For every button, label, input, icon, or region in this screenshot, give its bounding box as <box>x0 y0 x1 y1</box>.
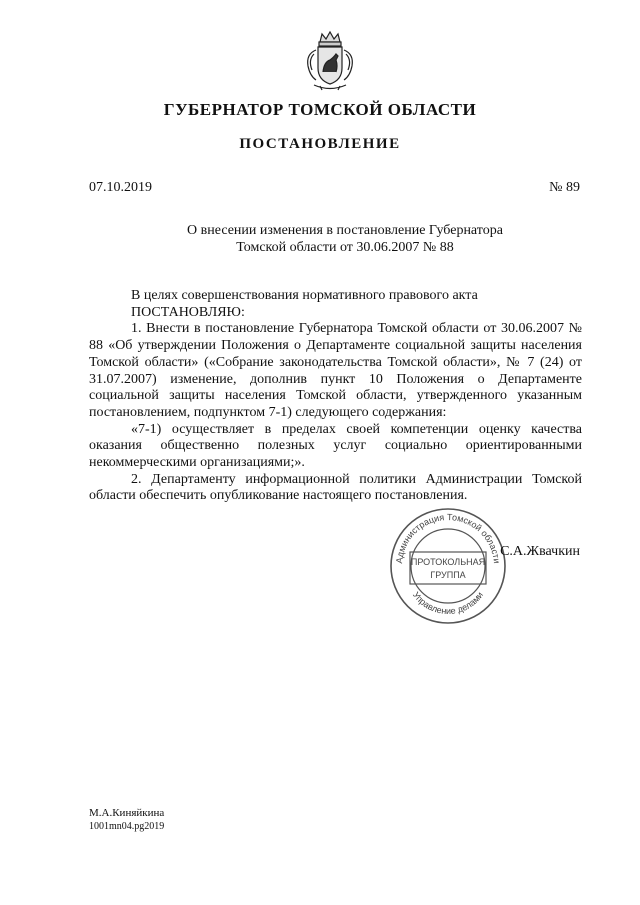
stamp-ring-bottom-text: Управление делами <box>410 589 486 617</box>
preamble-paragraph: В целях совершенствования нормативного правового акта <box>131 288 478 303</box>
coat-of-arms-icon <box>300 30 360 92</box>
stamp-center-line-1: ПРОТОКОЛЬНАЯ <box>410 557 486 567</box>
subject-line-2: Томской области от 30.06.2007 № 88 <box>236 240 454 255</box>
executor-name: М.А.Киняйкина <box>89 807 165 819</box>
official-stamp <box>388 506 508 626</box>
subject-line-1: О внесении изменения в постановление Губернатора <box>187 223 503 238</box>
paragraph-1-quote: «7-1) осуществляет в пределах своей компетенции оценку качества оказания общественно полезных услуг социально ориентированными некоммерческими организациями;». <box>89 421 582 471</box>
document-type-title: ПОСТАНОВЛЕНИЕ <box>239 136 401 152</box>
paragraph-2: 2. Департаменту информационной политики Администрации Томской области обеспечить опубликование настоящего постановления. <box>89 471 582 504</box>
paragraph-1: 1. Внести в постановление Губернатора Томской области от 30.06.2007 № 88 «Об утверждении Положения о Департаменте социальной защиты населения Томской области» («Собрание законодательства Томской области», № 7 (24) от 31.07.2007) изменение, дополнив пункт 10 Положения о Департаменте социальной защиты населения Томской области, утвержденного указанным постановлением, подпунктом 7-1) следующего содержания: <box>89 321 582 420</box>
document-body <box>89 288 582 505</box>
stamp-ring-top-text: Администрация Томской области <box>394 511 502 564</box>
document-date: 07.10.2019 <box>89 180 152 195</box>
decree-word: ПОСТАНОВЛЯЮ: <box>131 304 245 320</box>
signatory-name: С.А.Жвачкин <box>500 544 580 559</box>
document-number: № 89 <box>549 180 580 195</box>
file-reference: 1001mn04.pg2019 <box>89 821 165 832</box>
issuing-authority-title: ГУБЕРНАТОР ТОМСКОЙ ОБЛАСТИ <box>163 100 477 119</box>
document-subject <box>180 222 510 256</box>
stamp-center-line-2: ГРУППА <box>430 570 466 580</box>
